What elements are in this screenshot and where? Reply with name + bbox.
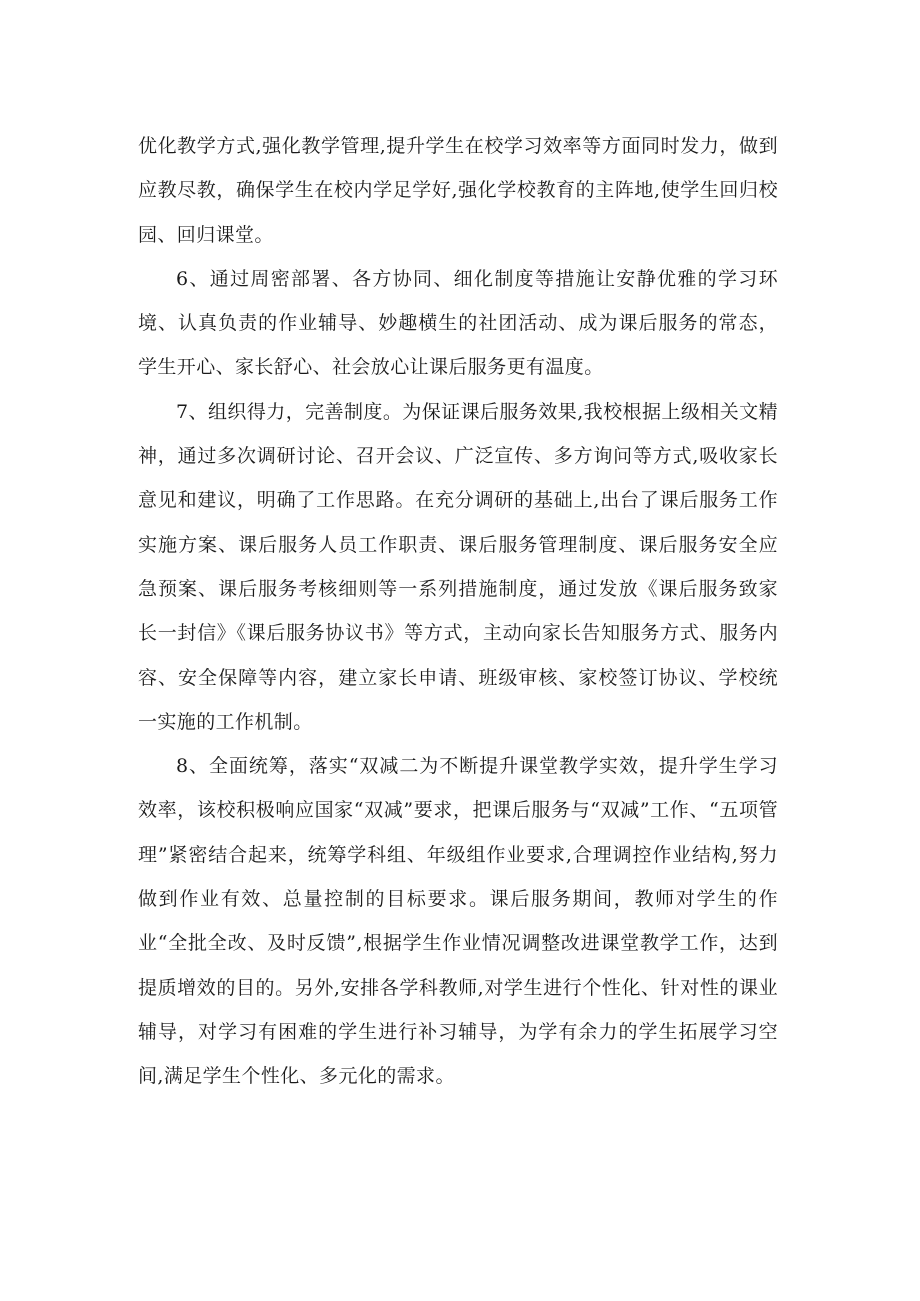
paragraph-continuation: 优化教学方式,强化教学管理,提升学生在校学习效率等方面同时发力，做到应教尽教，确保学生在校内学足学好,强化学校教育的主阵地,使学生回归校园、回归课堂。	[138, 135, 778, 246]
paragraph-item-7: 7、组织得力，完善制度。为保证课后服务效果,我校根据上级相关文精神，通过多次调研讨论、召开会议、广泛宣传、多方询问等方式,吸收家长意见和建议，明确了工作思路。在充分调研的基础上,出台了课后服务工作实施方案、课后服务人员工作职责、课后服务管理制度、课后服务安全应急预案、课后服务考核细则等一系列措施制度，通过发放《课后服务致家长一封信》《课后服务协议书》等方式，主动向家长告知服务方式、服务内容、安全保障等内容，建立家长申请、班级审核、家校签订协议、学校统一实施的工作机制。	[138, 400, 778, 733]
document-body	[138, 124, 778, 1099]
paragraph-item-6: 6、通过周密部署、各方协同、细化制度等措施让安静优雅的学习环境、认真负责的作业辅导、妙趣横生的社团活动、成为课后服务的常态，学生开心、家长舒心、社会放心让课后服务更有温度。	[138, 267, 778, 379]
paragraph-item-8: 8、全面统筹，落实“双减二为不断提升课堂教学实效，提升学生学习效率，该校积极响应国家“双减”要求，把课后服务与“双减”工作、“五项管理”紧密结合起来，统筹学科组、年级组作业要求,合理调控作业结构,努力做到作业有效、总量控制的目标要求。课后服务期间，教师对学生的作业“全批全改、及时反馈”,根据学生作业情况调整改进课堂教学工作，达到提质增效的目的。另外,安排各学科教师,对学生进行个性化、针对性的课业辅导，对学习有困难的学生进行补习辅导，为学有余力的学生拓展学习空间,满足学生个性化、多元化的需求。	[138, 755, 778, 1088]
